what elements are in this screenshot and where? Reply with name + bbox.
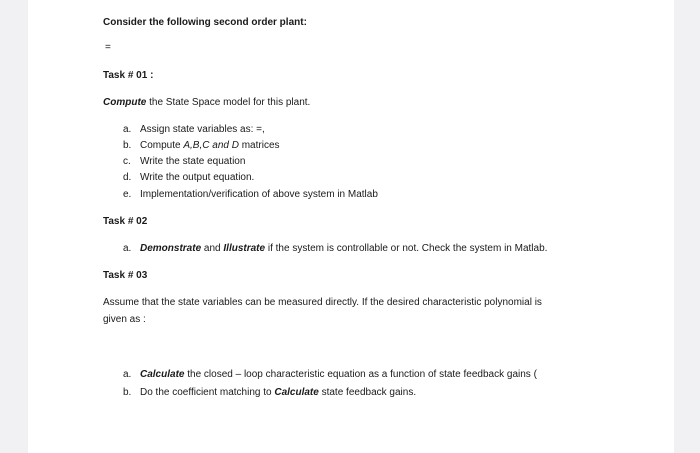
- task1-item-c: [123, 156, 245, 168]
- task1-item-a-text: Assign state variables as:: [140, 124, 254, 135]
- task1-item-c-text: Write the state equation: [140, 156, 246, 167]
- task1-item-d-text: Write the output equation.: [140, 172, 255, 183]
- task1-item-e: [123, 189, 378, 201]
- task2-verb-demonstrate: Demonstrate: [140, 243, 202, 254]
- task3-item-a: [123, 369, 537, 381]
- task2-item-a-rest: if the system is controllable or not. Check the system in Matlab.: [265, 243, 548, 254]
- list-marker: a.: [123, 369, 132, 380]
- plant-equation-stub: =: [105, 42, 111, 53]
- task3-item-b: [123, 387, 416, 399]
- task1-item-b-italic: A,B,C and D: [183, 140, 239, 151]
- task2-item-a: [123, 243, 547, 255]
- task1-item-d: [123, 172, 254, 184]
- list-marker: b.: [123, 140, 132, 151]
- list-marker: a.: [123, 124, 132, 135]
- task3-item-a-rest: the closed – loop characteristic equation as a function of state feedback gains (: [184, 369, 537, 380]
- task1-item-b-post: matrices: [238, 140, 280, 151]
- task3-item-b-pre: Do the coefficient matching to: [140, 387, 275, 398]
- document-page: [28, 0, 674, 453]
- task2-title: Task # 02: [103, 216, 148, 227]
- task2-and: and: [201, 243, 224, 254]
- task1-intro: [103, 97, 310, 109]
- task1-item-b-pre: Compute: [140, 140, 184, 151]
- list-marker: c.: [123, 156, 131, 167]
- task1-item-a-suffix: =,: [256, 124, 265, 135]
- task3-paragraph-line1: Assume that the state variables can be measured directly. If the desired characteristic polynomial is: [103, 297, 542, 308]
- task1-item-e-text: Implementation/verification of above system in Matlab: [140, 189, 378, 200]
- task1-item-b: [123, 140, 280, 152]
- task1-intro-verb: Compute: [103, 97, 147, 108]
- list-marker: b.: [123, 387, 132, 398]
- task1-item-a: [123, 124, 265, 136]
- list-marker: d.: [123, 172, 132, 183]
- task1-intro-text: the State Space model for this plant.: [146, 97, 311, 108]
- task2-verb-illustrate: Illustrate: [223, 243, 266, 254]
- task3-item-a-verb: Calculate: [140, 369, 185, 380]
- task3-title: Task # 03: [103, 270, 148, 281]
- list-marker: a.: [123, 243, 132, 254]
- task3-item-b-verb: Calculate: [274, 387, 319, 398]
- plant-heading: Consider the following second order plant:: [103, 17, 307, 28]
- task3-item-b-post: state feedback gains.: [318, 387, 417, 398]
- task1-title: Task # 01 :: [103, 70, 154, 81]
- task3-paragraph-line2: given as :: [103, 314, 146, 325]
- list-marker: e.: [123, 189, 132, 200]
